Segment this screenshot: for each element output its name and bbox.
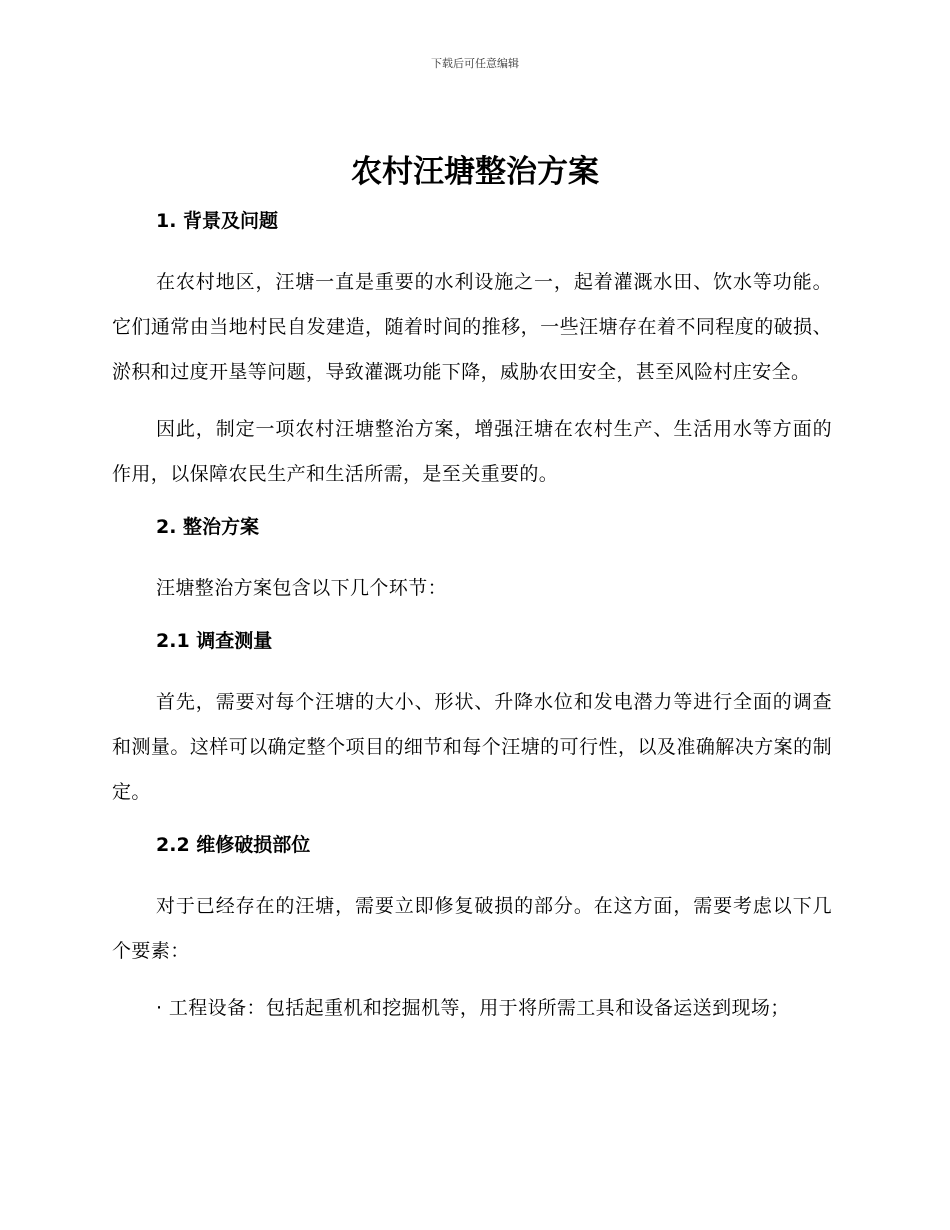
paragraph-survey: 首先，需要对每个汪塘的大小、形状、升降水位和发电潜力等进行全面的调查和测量。这样可以确定整个项目的细节和每个汪塘的可行性，以及准确解决方案的制定。: [112, 691, 832, 803]
section-heading-background: 1. 背景及问题: [156, 210, 279, 232]
section-heading-plan: 2. 整治方案: [156, 516, 260, 538]
paragraph-background-2: 因此，制定一项农村汪塘整治方案，增强汪塘在农村生产、生活用水等方面的作用，以保障农民生产和生活所需，是至关重要的。: [112, 418, 832, 485]
paragraph-background-1: 在农村地区，汪塘一直是重要的水利设施之一，起着灌溉水田、饮水等功能。它们通常由当地村民自发建造，随着时间的推移，一些汪塘存在着不同程度的破损、淤积和过度开垦等问题，导致灌溉功能下降，威胁农田安全，甚至风险村庄安全。: [112, 271, 832, 383]
list-item-equipment: · 工程设备：包括起重机和挖掘机等，用于将所需工具和设备运送到现场；: [156, 997, 790, 1019]
subsection-heading-survey: 2.1 调查测量: [156, 630, 273, 652]
header-note: 下载后可任意编辑: [431, 57, 519, 70]
paragraph-repair: 对于已经存在的汪塘，需要立即修复破损的部分。在这方面，需要考虑以下几个要素：: [112, 895, 832, 962]
paragraph-plan-intro: 汪塘整治方案包含以下几个环节：: [156, 577, 448, 599]
subsection-heading-repair: 2.2 维修破损部位: [156, 834, 311, 856]
document-title: 农村汪塘整治方案: [351, 154, 599, 190]
document-body: [112, 203, 832, 1043]
